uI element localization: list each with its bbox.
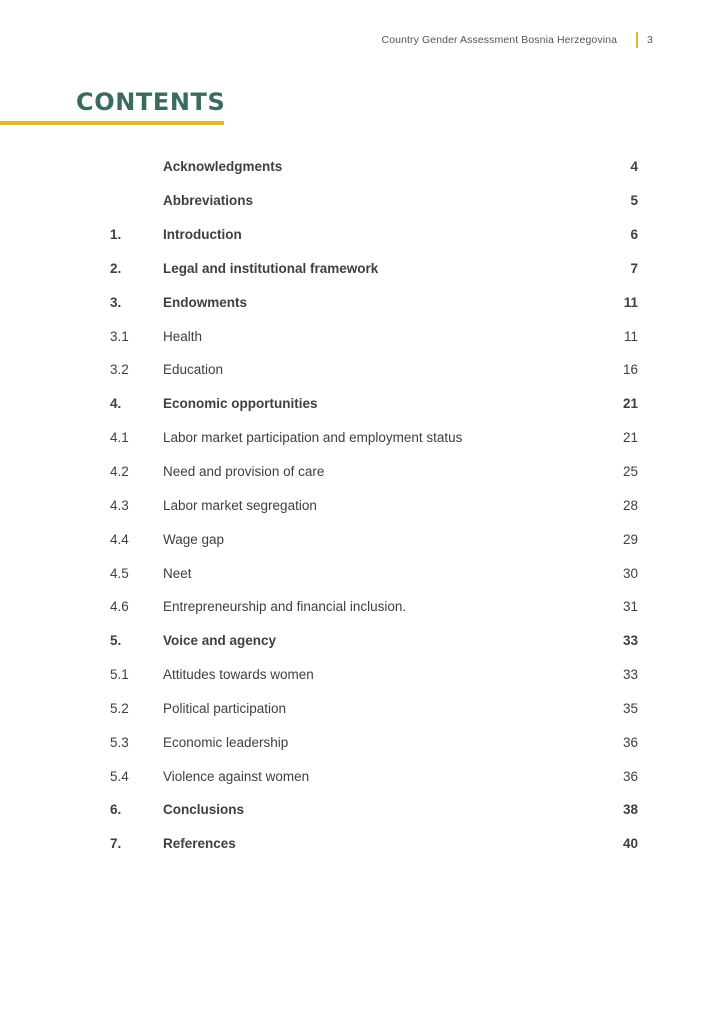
page-number: 3 — [647, 34, 653, 46]
toc-entry-title: Endowments — [163, 294, 248, 310]
toc-entry-page: 11 — [623, 294, 638, 310]
toc-entry-number: 4. — [110, 396, 122, 412]
toc-entry-title: Labor market participation and employment status — [163, 430, 463, 446]
toc-entry[interactable] — [110, 252, 638, 286]
toc-entry-title: Health — [163, 328, 203, 344]
toc-entry-page: 33 — [622, 667, 638, 683]
toc-entry-title: Acknowledgments — [163, 159, 283, 175]
toc-entry-number: 5.3 — [110, 734, 129, 750]
toc-entry-title: Labor market segregation — [163, 497, 317, 513]
toc-entry-title: Economic opportunities — [163, 396, 318, 412]
toc-entry[interactable] — [110, 184, 638, 218]
toc-entry[interactable] — [110, 218, 638, 252]
toc-entry[interactable] — [110, 455, 638, 489]
toc-entry-page: 21 — [622, 396, 638, 412]
toc-entry[interactable] — [110, 319, 638, 353]
toc-entry[interactable] — [110, 387, 638, 421]
toc-entry[interactable] — [110, 692, 638, 726]
toc-entry-number: 5.1 — [110, 667, 129, 683]
toc-entry-page: 40 — [622, 836, 638, 852]
toc-entry-page: 5 — [630, 193, 638, 209]
toc-entry-title: Violence against women — [163, 768, 310, 784]
toc-entry[interactable] — [110, 759, 638, 793]
toc-entry-number: 5. — [110, 633, 122, 649]
toc-entry-page: 6 — [630, 227, 638, 243]
table-of-contents — [110, 150, 638, 861]
toc-entry-number: 5.2 — [110, 700, 129, 716]
toc-entry-number: 5.4 — [110, 768, 129, 784]
running-header — [382, 31, 653, 49]
toc-entry-number: 3. — [110, 294, 122, 310]
toc-entry-number: 1. — [110, 227, 122, 243]
toc-entry-number: 3.2 — [110, 362, 129, 378]
toc-entry-title: Conclusions — [163, 802, 245, 818]
toc-entry-number: 4.3 — [110, 497, 129, 513]
toc-entry-number: 4.5 — [110, 565, 129, 581]
toc-entry-title: Need and provision of care — [163, 464, 325, 480]
toc-entry-title: Legal and institutional framework — [163, 260, 379, 276]
toc-entry[interactable] — [110, 522, 638, 556]
toc-entry-number: 4.6 — [110, 599, 129, 615]
toc-entry[interactable] — [110, 150, 638, 184]
toc-entry[interactable] — [110, 285, 638, 319]
toc-entry-page: 16 — [622, 362, 638, 378]
toc-entry-page: 36 — [622, 734, 638, 750]
toc-entry-page: 11 — [623, 328, 638, 344]
toc-entry-page: 38 — [622, 802, 638, 818]
toc-entry-page: 28 — [622, 497, 638, 513]
toc-entry[interactable] — [110, 488, 638, 522]
toc-entry[interactable] — [110, 725, 638, 759]
toc-entry-number: 4.2 — [110, 464, 129, 480]
toc-entry-title: Abbreviations — [163, 193, 254, 209]
toc-entry-page: 33 — [622, 633, 638, 649]
toc-entry[interactable] — [110, 353, 638, 387]
toc-entry-page: 29 — [622, 531, 638, 547]
toc-entry-title: Entrepreneurship and financial inclusion. — [163, 599, 407, 615]
toc-entry-page: 21 — [622, 430, 638, 446]
toc-entry-page: 7 — [630, 260, 638, 276]
toc-entry-page: 30 — [622, 565, 638, 581]
header-divider — [636, 32, 638, 48]
toc-entry-number: 4.4 — [110, 531, 129, 547]
toc-entry[interactable] — [110, 590, 638, 624]
toc-entry-page: 25 — [622, 464, 638, 480]
toc-entry[interactable] — [110, 624, 638, 658]
toc-entry[interactable] — [110, 827, 638, 861]
toc-entry-page: 31 — [622, 599, 638, 615]
toc-entry-title: Political participation — [163, 700, 287, 716]
toc-entry-title: Voice and agency — [163, 633, 277, 649]
toc-entry-title: Economic leadership — [163, 734, 289, 750]
toc-entry[interactable] — [110, 658, 638, 692]
page-title: CONTENTS — [76, 88, 226, 116]
title-underline — [0, 121, 224, 125]
toc-entry-title: Neet — [163, 565, 192, 581]
toc-entry-title: Attitudes towards women — [163, 667, 314, 683]
toc-entry[interactable] — [110, 421, 638, 455]
toc-entry-number: 4.1 — [110, 430, 129, 446]
toc-entry-title: References — [163, 836, 236, 852]
toc-entry-page: 36 — [622, 768, 638, 784]
toc-entry-number: 3.1 — [110, 328, 129, 344]
toc-entry[interactable] — [110, 556, 638, 590]
toc-entry[interactable] — [110, 793, 638, 827]
document-title: Country Gender Assessment Bosnia Herzegovina — [381, 34, 618, 46]
toc-entry-page: 35 — [622, 700, 638, 716]
toc-entry-number: 7. — [110, 836, 122, 852]
toc-entry-title: Introduction — [163, 227, 242, 243]
toc-entry-title: Wage gap — [163, 531, 225, 547]
toc-entry-title: Education — [163, 362, 224, 378]
toc-entry-number: 2. — [110, 260, 122, 276]
toc-entry-number: 6. — [110, 802, 122, 818]
toc-entry-page: 4 — [630, 159, 638, 175]
